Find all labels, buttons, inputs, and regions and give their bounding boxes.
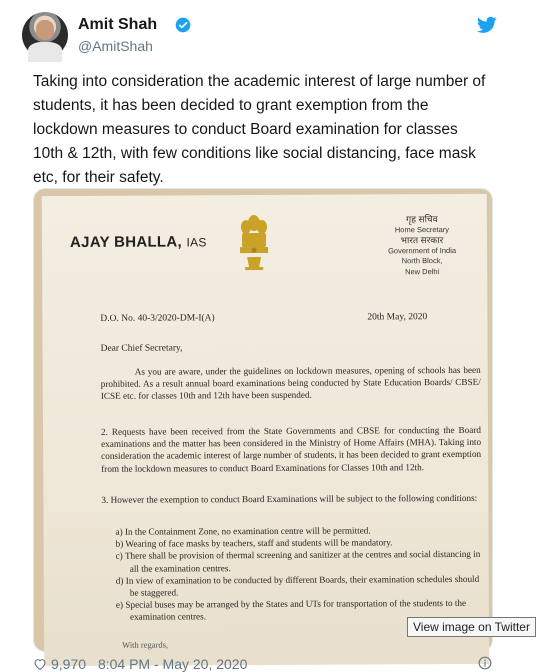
letter-salutation: Dear Chief Secretary, [100, 343, 183, 354]
sender-title: IAS [186, 235, 207, 250]
author-handle[interactable]: @AmitShah [78, 38, 153, 54]
letter-paragraph-1: As you are aware, under the guidelines on lockdown measures, opening of schools has been prohibited. As a result annual board examinations being conducted by State Education Boards/ CBSE/ ICSE etc. for classes 10th and 12th have been suspended. [100, 364, 481, 402]
letter-paragraph-2: 2. Requests have been received from the State Governments and CBSE for conducting the Board examinations and the matter has been considered in the Ministry of Home Affairs (MHA). Taking into consideration the academic interest of large number of students, it has been decided to grant exemption from the lockdown measures to conduct Board Examinations for Classes 10th and 12th. [100, 424, 482, 474]
condition-item: c) There shall be provision of thermal screening and sanitizer at the centres and social distancing in all the examination centres. [115, 549, 481, 574]
condition-item: e) Special buses may be arranged by the States and UTs for transportation of the students to the examination centres. [115, 598, 467, 623]
condition-item: a) In the Containment Zone, no examination centre will be permitted. [115, 525, 371, 537]
avatar-face [36, 20, 54, 40]
address-line-4: New Delhi [405, 266, 440, 276]
avatar[interactable] [22, 12, 68, 58]
tweet-meta [33, 656, 247, 672]
tweet-header [22, 12, 502, 60]
avatar-shirt [28, 42, 62, 62]
national-emblem-icon [237, 211, 271, 275]
info-icon[interactable] [478, 656, 492, 670]
letter-paragraph-3: 3. However the exemption to conduct Board Examinations will be subject to the following conditions: [101, 492, 478, 505]
tweet-text: Taking into consideration the academic interest of large number of students, it has been decided to grant exemption from the lockdown measures to conduct Board examination for classes 10th & 12th, with few conditions like social distancing, face mask etc, for their safety. [33, 73, 486, 186]
meta-separator: - [153, 656, 163, 672]
author-name[interactable]: Amit Shah [78, 16, 158, 33]
like-count[interactable]: 9,970 [51, 656, 87, 672]
conditions-list [115, 524, 482, 624]
condition-item: d) In view of examination to be conducted by different Boards, their examination schedules should be staggered. [115, 573, 480, 598]
letter-reference: D.O. No. 40-3/2020-DM-I(A) [100, 313, 215, 324]
letter-sender [70, 233, 207, 251]
heart-icon[interactable] [33, 658, 47, 670]
tweet-date[interactable]: May 20, 2020 [162, 656, 248, 672]
letterhead-address [372, 214, 472, 278]
address-hindi-line-1: गृह सचिव [406, 214, 438, 225]
address-line-1: Home Secretary [394, 224, 450, 234]
address-line-3: North Block, [401, 256, 443, 266]
letter-document [42, 194, 489, 666]
sender-name: AJAY BHALLA, [69, 233, 183, 252]
tweet-image[interactable] [33, 188, 530, 652]
letter-date: 20th May, 2020 [367, 312, 428, 323]
verified-badge-icon [175, 17, 191, 33]
letter-regards: With regards, [122, 639, 169, 650]
address-line-2: Government of India [388, 245, 457, 255]
tweet-time[interactable]: 8:04 PM [97, 656, 151, 672]
view-image-tooltip: View image on Twitter [407, 617, 536, 637]
address-hindi-line-2: भारत सरकार [400, 235, 444, 246]
twitter-bird-icon[interactable] [477, 16, 497, 34]
condition-item: b) Wearing of face masks by teachers, staff and students will be mandatory. [115, 537, 393, 549]
